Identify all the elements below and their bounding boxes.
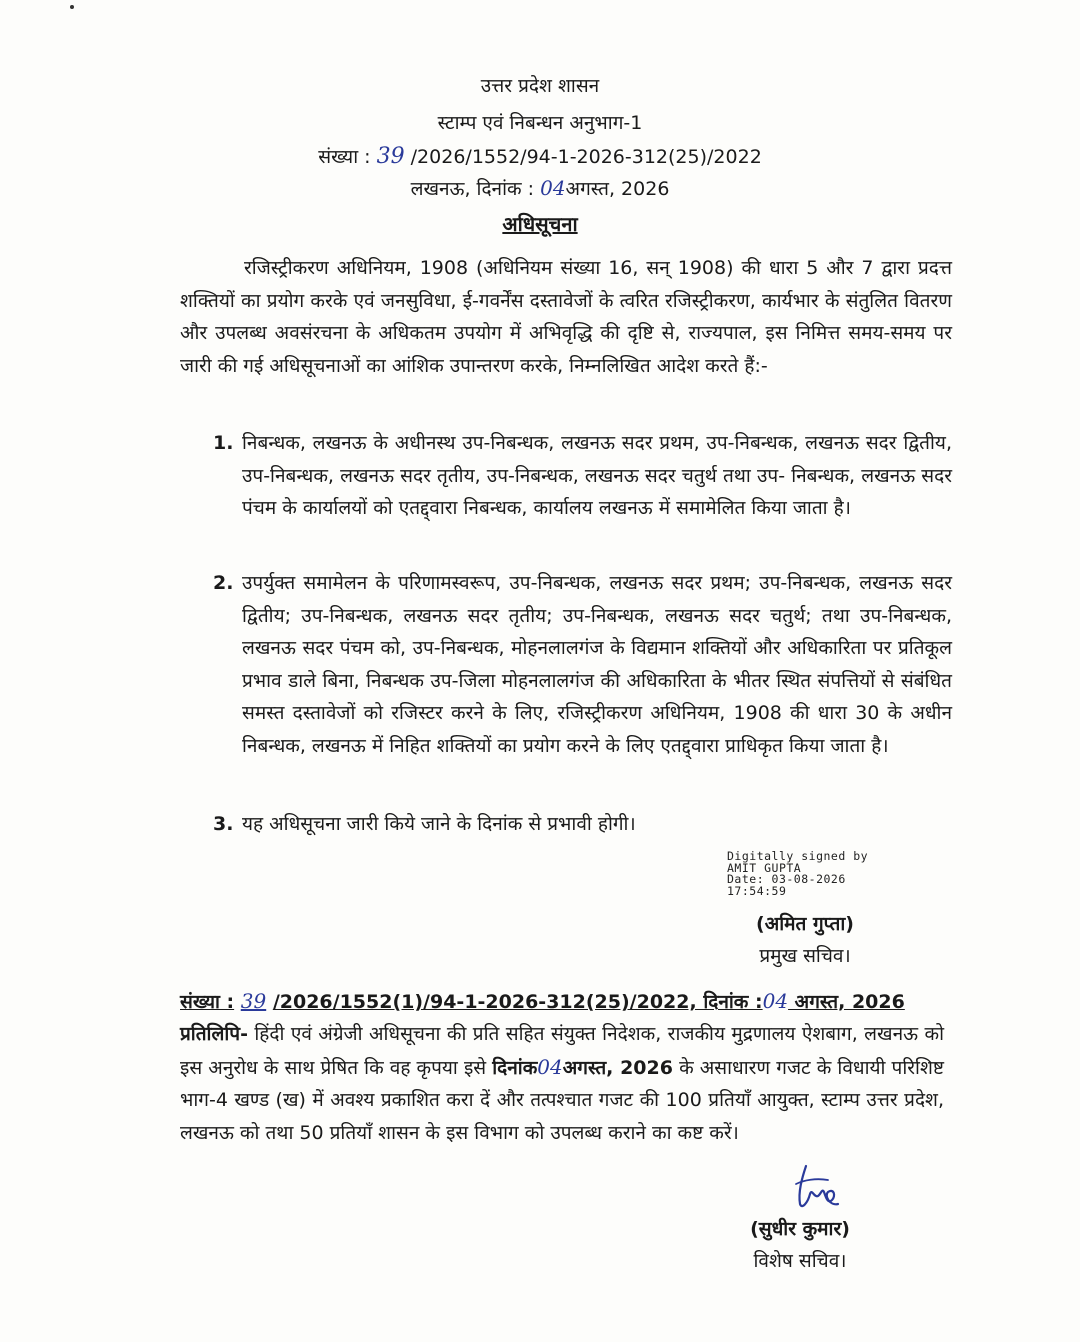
digital-signature-stamp [727, 851, 887, 897]
signatory-1-designation: प्रमुख सचिव। [759, 945, 851, 967]
copy-text-1: हिंदी एवं अंग्रेजी अधिसूचना की प्रति सहित संयुक्त निदेशक, राजकीय मुद्रणालय ऐशबाग, लखनऊ को इस अनुरोध के साथ प्रेषित कि वह कृपया इसे [180, 1023, 944, 1079]
copy-date-prefix: दिनांक [492, 1056, 538, 1079]
item-3-number: 3. [213, 813, 234, 835]
copy-date-suffix: अगस्त, 2026 [562, 1056, 673, 1079]
copy-label: प्रतिलिपि- [180, 1023, 248, 1045]
copy-ref-handwritten-number: 39 [240, 989, 267, 1013]
dsig-line-3: Date: 03-08-2026 [727, 872, 846, 886]
copy-ref-handwritten-date: 04 [762, 989, 789, 1013]
signatory-2-designation: विशेष सचिव। [753, 1250, 847, 1272]
copy-ref-prefix: संख्या : [180, 991, 235, 1013]
header-department: स्टाम्प एवं निबन्धन अनुभाग-1 [437, 112, 643, 134]
number-prefix: संख्या : [318, 146, 371, 168]
copy-handwritten-date: 04 [537, 1054, 563, 1079]
handwritten-number: 39 [376, 144, 405, 169]
notification-title: अधिसूचना [502, 212, 578, 236]
date-suffix: अगस्त, 2026 [565, 178, 670, 200]
header-government: उत्तर प्रदेश शासन [480, 75, 600, 97]
copy-reference [180, 988, 905, 1014]
handwritten-signature-icon [788, 1158, 848, 1218]
item-2-text: उपर्युक्त समामेलन के परिणामस्वरूप, उप-निबन्धक, लखनऊ सदर प्रथम; उप-निबन्धक, लखनऊ सदर द्वितीय; उप-निबन्धक, लखनऊ सदर तृतीय; उप-निबन्धक, लखनऊ सदर चतुर्थ; तथा उप-निबन्धक, लखनऊ सदर पंचम को, उप-निबन्धक, मोहनलालगंज के विद्यमान शक्तियों और अधिकारिता पर प्रतिकूल प्रभाव डाले बिना, निबन्धक उप-जिला मोहनलालगंज की अधिकारिता के भीतर स्थित संपत्तियों से संबंधित समस्त दस्तावेजों को रजिस्टर करने के लिए, रजिस्ट्रीकरण अधिनियम, 1908 की धारा 30 के अधीन निबन्धक, लखनऊ में निहित शक्तियों का प्रयोग करने के लिए एतद्द्वारा प्राधिकृत किया जाता है। [242, 572, 952, 757]
copy-ref-middle: /2026/1552(1)/94-1-2026-312(25)/2022, दिनांक : [272, 991, 763, 1013]
item-1-number: 1. [213, 432, 234, 454]
copy-ref-date-suffix: अगस्त, 2026 [788, 991, 905, 1013]
item-3-text: यह अधिसूचना जारी किये जाने के दिनांक से प्रभावी होगी। [242, 813, 636, 835]
dsig-line-2: AMIT GUPTA [727, 860, 802, 875]
copy-text-2: के असाधारण गजट के विधायी परिशिष्ट भाग-4 खण्ड (ख) में अवश्य प्रकाशित करा दें और तत्पश्चात गजट की 100 प्रतियाँ आयुक्त, स्टाम्प उत्तर प्रदेश, लखनऊ को तथा 50 प्रतियाँ शासन के इस विभाग को उपलब्ध कराने का कष्ट करें। [180, 1056, 944, 1144]
handwritten-date: 04 [540, 176, 566, 200]
scan-speck [70, 5, 74, 9]
item-2-number: 2. [213, 572, 234, 594]
dsig-line-1: Digitally signed by [727, 849, 869, 863]
number-suffix: /2026/1552/94-1-2026-312(25)/2022 [410, 146, 762, 168]
signatory-2-name: (सुधीर कुमार) [750, 1218, 850, 1240]
item-1-text: निबन्धक, लखनऊ के अधीनस्थ उप-निबन्धक, लखनऊ सदर प्रथम, उप-निबन्धक, लखनऊ सदर द्वितीय, उप-निबन्धक, लखनऊ सदर तृतीय, उप-निबन्धक, लखनऊ सदर चतुर्थ तथा उप- निबन्धक, लखनऊ सदर पंचम के कार्यालयों को एतद्द्वारा निबन्धक, कार्यालय लखनऊ में समामेलित किया जाता है। [242, 432, 952, 519]
dsig-line-4: 17:54:59 [727, 883, 787, 898]
copy-paragraph [180, 1018, 944, 1149]
date-prefix: लखनऊ, दिनांक : [410, 178, 535, 200]
header-date [0, 175, 1080, 201]
intro-paragraph: रजिस्ट्रीकरण अधिनियम, 1908 (अधिनियम संख्या 16, सन् 1908) की धारा 5 और 7 द्वारा प्रदत्त शक्तियों का प्रयोग करके एवं जनसुविधा, ई-गवर्नेंस दस्तावेजों के त्वरित रजिस्ट्रीकरण, कार्यभार के संतुलित वितरण और उपलब्ध अवसंरचना के अधिकतम उपयोग में अभिवृद्धि की दृष्टि से, राज्यपाल, इस निमित्त समय-समय पर जारी की गई अधिसूचनाओं का आंशिक उपान्तरण करके, निम्नलिखित आदेश करते हैं:- [180, 257, 952, 377]
signatory-1-name: (अमित गुप्ता) [756, 913, 854, 935]
header-number [0, 143, 1080, 169]
